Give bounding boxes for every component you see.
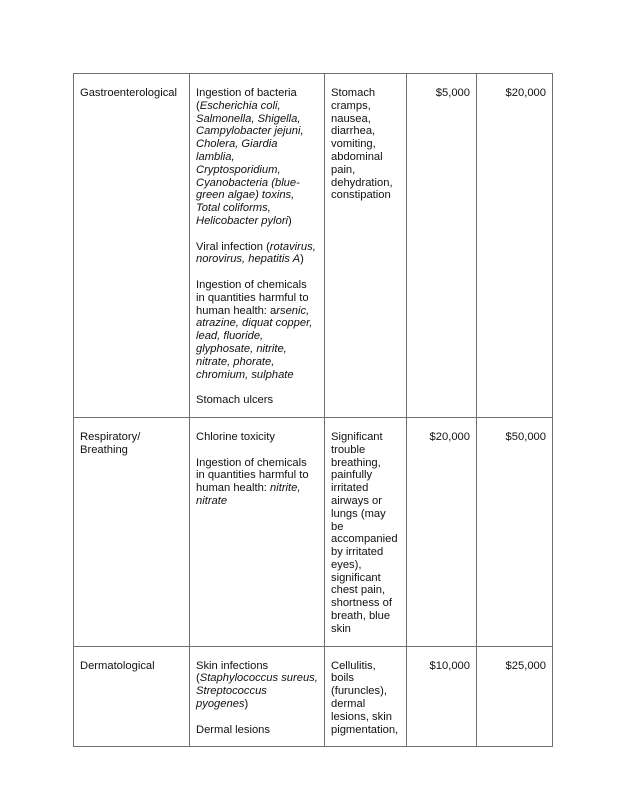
cause-paragraph: [196, 457, 318, 508]
max-amount-cell: $50,000: [477, 417, 553, 646]
max-amount-cell: $25,000: [477, 646, 553, 747]
text-run: Ingestion of chemicals in quantities harmful to human health: a: [196, 278, 309, 317]
cause-paragraph: [196, 394, 318, 407]
symptoms-cell: Cellulitis, boils (furuncles), dermal lesions, skin pigmentation,: [325, 646, 407, 747]
text-run: Chlorine toxicity: [196, 430, 275, 443]
category-cell: Gastroenterological: [74, 74, 190, 418]
italic-text: Staphylococcus sureus, Streptococcus pyogenes: [196, 672, 318, 711]
text-run: ): [244, 698, 249, 711]
max-amount-cell: $20,000: [477, 74, 553, 418]
italic-text: nitrite, nitrate: [196, 482, 301, 507]
text-run: Viral infection (: [196, 240, 270, 253]
text-run: Stomach ulcers: [196, 394, 274, 407]
min-amount-cell: $5,000: [407, 74, 477, 418]
italic-text: rsenic, atrazine, diquat copper, lead, fluoride, glyphosate, nitrite, nitrate, phorate, chromium, sulphate: [196, 304, 313, 381]
category-cell: Respiratory/ Breathing: [74, 417, 190, 646]
causes-cell: [190, 417, 325, 646]
text-run: ): [288, 214, 292, 227]
table-row: [74, 646, 553, 747]
cause-paragraph: [196, 87, 318, 228]
cause-paragraph: [196, 431, 318, 444]
text-run: Skin infections (: [196, 659, 269, 685]
text-run: Ingestion of bacteria (: [196, 87, 297, 112]
table-row: [74, 417, 553, 646]
cause-paragraph: [196, 241, 318, 267]
compensation-table: [73, 73, 553, 747]
table-row: [74, 74, 553, 418]
cause-paragraph: [196, 279, 318, 381]
italic-text: Escherichia coli, Salmonella, Shigella, Campylobacter jejuni, Cholera, Giardia lamblia, Cryptosporidium, Cyanobacteria (blue-green algae) toxins, Total coliforms, Helicobacter pylori: [196, 99, 304, 227]
min-amount-cell: $20,000: [407, 417, 477, 646]
italic-text: rotavirus, norovirus, hepatitis A: [196, 240, 316, 266]
text-run: ): [300, 253, 304, 266]
causes-cell: [190, 74, 325, 418]
symptoms-cell: Significant trouble breathing, painfully irritated airways or lungs (may be accompanied by irritated eyes), significant chest pain, shortness of breath, blue skin: [325, 417, 407, 646]
category-cell: Dermatological: [74, 646, 190, 747]
symptoms-cell: Stomach cramps, nausea, diarrhea, vomiting, abdominal pain, dehydration, constipation: [325, 74, 407, 418]
cause-paragraph: [196, 660, 318, 711]
text-run: Dermal lesions: [196, 723, 270, 736]
causes-cell: [190, 646, 325, 747]
min-amount-cell: $10,000: [407, 646, 477, 747]
cause-paragraph: [196, 724, 318, 737]
text-run: Ingestion of chemicals in quantities harmful to human health:: [196, 456, 309, 495]
